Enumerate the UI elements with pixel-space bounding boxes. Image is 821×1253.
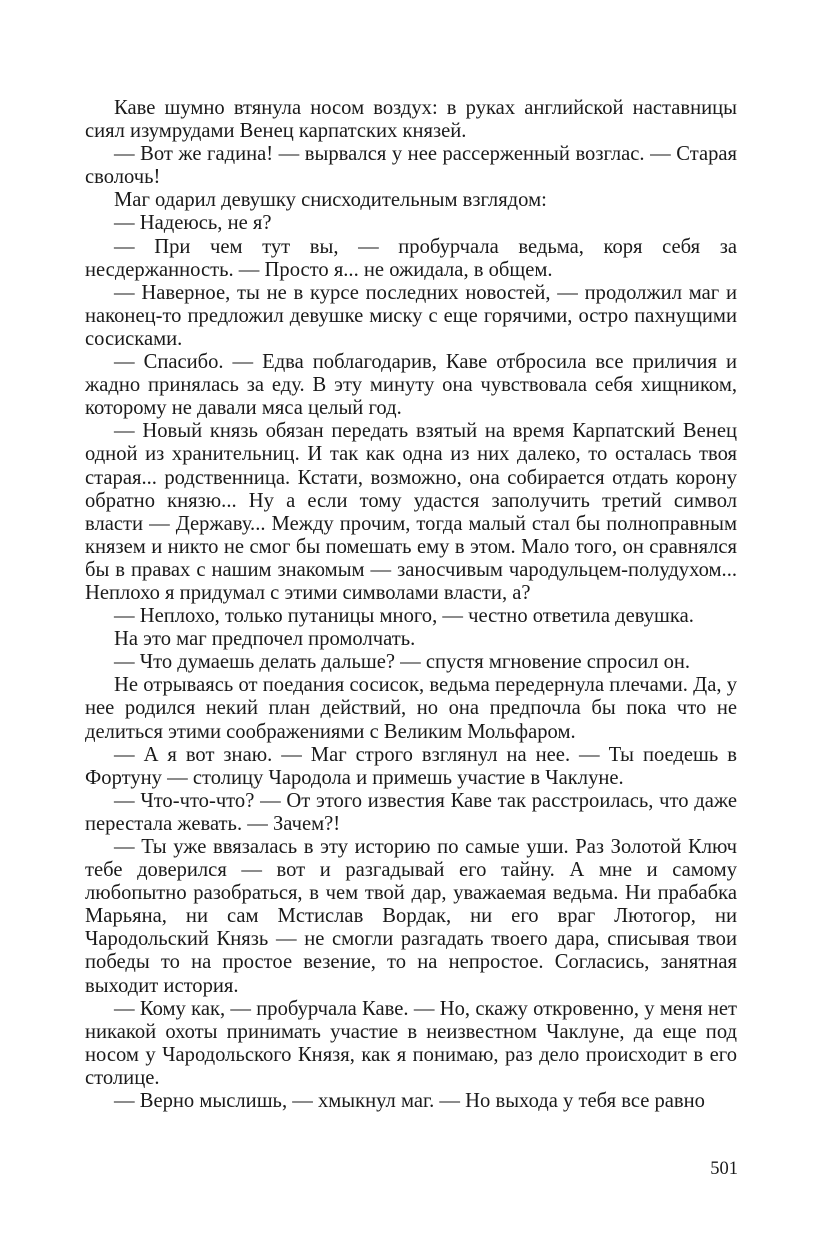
paragraph: — Ты уже ввязалась в эту историю по самые уши. Раз Золотой Ключ тебе доверился — вот и разгадывай его тайну. А мне и самому любопытно разобраться, в чем твой дар, уважаемая ведьма. Ни прабабка Марьяна, ни сам Мстислав Вордак, ни его враг Лютогор, ни Чародольский Князь — не смогли разгадать твоего дара, списывая твои победы то на простое везение, то на непростое. Согласись, занятная выходит история.	[85, 836, 737, 997]
page-number: 501	[710, 1159, 738, 1179]
paragraph: — Кому как, — пробурчала Каве. — Но, скажу откровенно, у меня нет никакой охоты принимать участие в неизвестном Чаклуне, да еще под носом у Чародольского Князя, как я понимаю, раз дело происходит в его столице.	[85, 997, 737, 1089]
paragraph: На это маг предпочел промолчать.	[114, 628, 416, 651]
paragraph: — Неплохо, только путаницы много, — честно ответила девушка.	[114, 605, 694, 628]
paragraph: Маг одарил девушку снисходительным взглядом:	[114, 189, 547, 212]
body-text	[85, 97, 737, 1113]
paragraph: — Надеюсь, не я?	[114, 212, 272, 235]
paragraph: — Что-что-что? — От этого известия Каве так расстроилась, что даже перестала жевать. — Зачем?!	[85, 789, 737, 835]
paragraph: — Наверное, ты не в курсе последних новостей, — продолжил маг и наконец-то предложил девушке миску с еще горячими, остро пахнущими сосисками.	[85, 281, 737, 350]
paragraph: — Что думаешь делать дальше? — спустя мгновение спросил он.	[114, 651, 691, 674]
paragraph: — Спасибо. — Едва поблагодарив, Каве отбросила все приличия и жадно принялась за еду. В эту минуту она чувствовала себя хищником, которому не давали мяса целый год.	[85, 351, 737, 420]
paragraph-last: — Верно мыслишь, — хмыкнул маг. — Но выхода у тебя все равно	[114, 1090, 705, 1113]
paragraph: Не отрываясь от поедания сосисок, ведьма передернула плечами. Да, у нее родился некий план действий, но она предпочла бы пока что не делиться этими соображениями с Великим Мольфаром.	[85, 674, 737, 743]
paragraph: Каве шумно втянула носом воздух: в руках английской наставницы сиял изумрудами Венец карпатских князей.	[85, 97, 737, 143]
paragraph: — Вот же гадина! — вырвался у нее рассерженный возглас. — Старая сволочь!	[85, 143, 737, 189]
paragraph: — А я вот знаю. — Маг строго взглянул на нее. — Ты поедешь в Фортуну — столицу Чародола и примешь участие в Чаклуне.	[85, 743, 737, 789]
paragraph: — При чем тут вы, — пробурчала ведьма, коря себя за несдержанность. — Просто я... не ожидала, в общем.	[85, 235, 737, 281]
paragraph: — Новый князь обязан передать взятый на время Карпатский Венец одной из хранительниц. И так как одна из них далеко, то осталась твоя старая... родственница. Кстати, возможно, она собирается отдать корону обратно князю... Ну а если тому удастся заполучить третий символ власти — Державу... Между прочим, тогда малый стал бы полноправным князем и никто не смог бы помешать ему в этом. Мало того, он сравнялся бы в правах с нашим знакомым — заносчивым чародульцем-полудухом... Неплохо я придумал с этими символами власти, а?	[85, 420, 737, 604]
